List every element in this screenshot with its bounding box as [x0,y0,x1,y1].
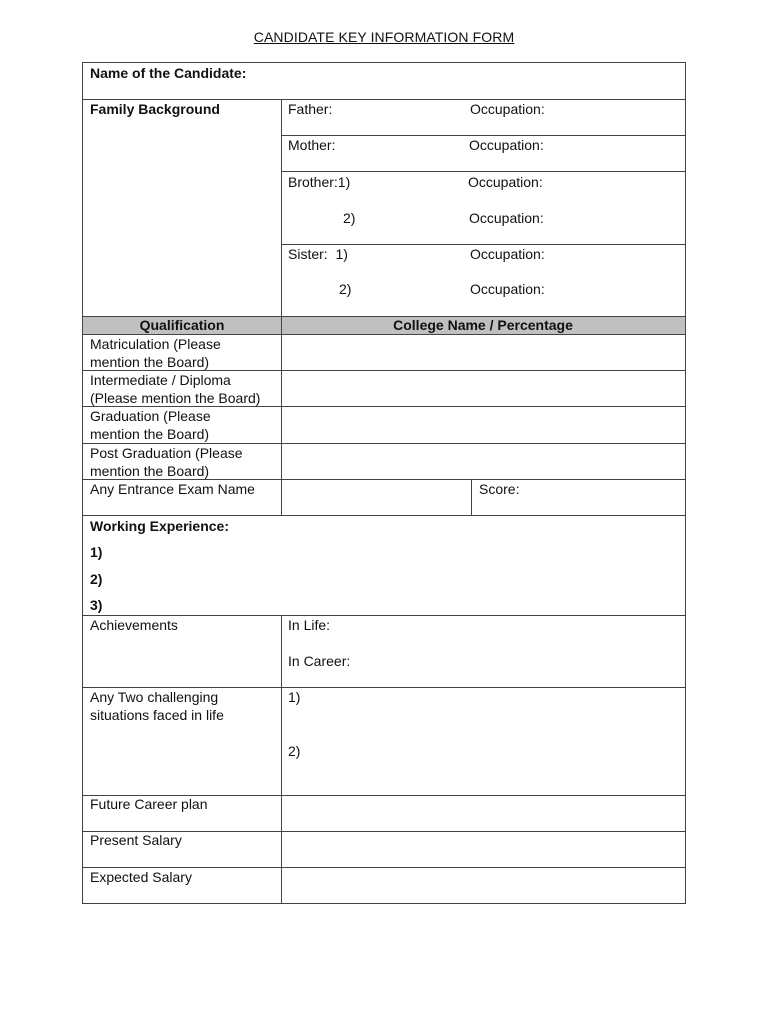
sister-occupation-label: Occupation: [470,246,545,262]
sister-2-label: 2) [339,281,352,297]
experience-item-3: 3) [90,597,103,613]
post-graduation-label: Post Graduation (Please [90,445,243,461]
achievements-label: Achievements [90,617,178,633]
column-divider [281,615,282,903]
in-life-label: In Life: [288,617,331,633]
challenges-label: Any Two challenging [90,689,219,705]
sister-label: Sister: 1) [288,246,348,262]
college-percentage-header: College Name / Percentage [393,317,573,333]
challenges-label-line2: situations faced in life [90,707,224,723]
father-occupation-label: Occupation: [470,101,545,117]
in-career-label: In Career: [288,653,351,669]
brother-occupation-label: Occupation: [468,174,543,190]
experience-item-2: 2) [90,571,103,587]
father-label: Father: [288,101,333,117]
row-divider [281,171,685,172]
matriculation-label-line2: mention the Board) [90,354,210,370]
entrance-exam-label: Any Entrance Exam Name [90,481,255,497]
candidate-name-label: Name of the Candidate: [90,65,247,81]
score-label: Score: [479,481,520,497]
challenge-item-1: 1) [288,689,301,705]
matriculation-label: Matriculation (Please [90,336,221,352]
intermediate-label: Intermediate / Diploma [90,372,231,388]
row-divider [83,515,685,516]
column-divider [471,479,472,515]
brother-label: Brother:1) [288,174,351,190]
sister-2-occupation-label: Occupation: [470,281,545,297]
working-experience-label: Working Experience: [90,518,230,534]
challenge-item-2: 2) [288,743,301,759]
expected-salary-label: Expected Salary [90,869,192,885]
brother-2-label: 2) [343,210,356,226]
post-graduation-label-line2: mention the Board) [90,463,210,479]
mother-occupation-label: Occupation: [469,137,544,153]
form-table [82,62,686,904]
mother-label: Mother: [288,137,336,153]
intermediate-label-line2: (Please mention the Board) [90,390,261,406]
qualification-header: Qualification [139,317,225,333]
brother-2-occupation-label: Occupation: [469,210,544,226]
graduation-label-line2: mention the Board) [90,426,210,442]
column-divider [281,99,282,515]
family-background-label: Family Background [90,101,220,117]
form-title: CANDIDATE KEY INFORMATION FORM [253,29,515,45]
graduation-label: Graduation (Please [90,408,211,424]
experience-item-1: 1) [90,544,103,560]
future-career-plan-label: Future Career plan [90,796,208,812]
present-salary-label: Present Salary [90,832,182,848]
